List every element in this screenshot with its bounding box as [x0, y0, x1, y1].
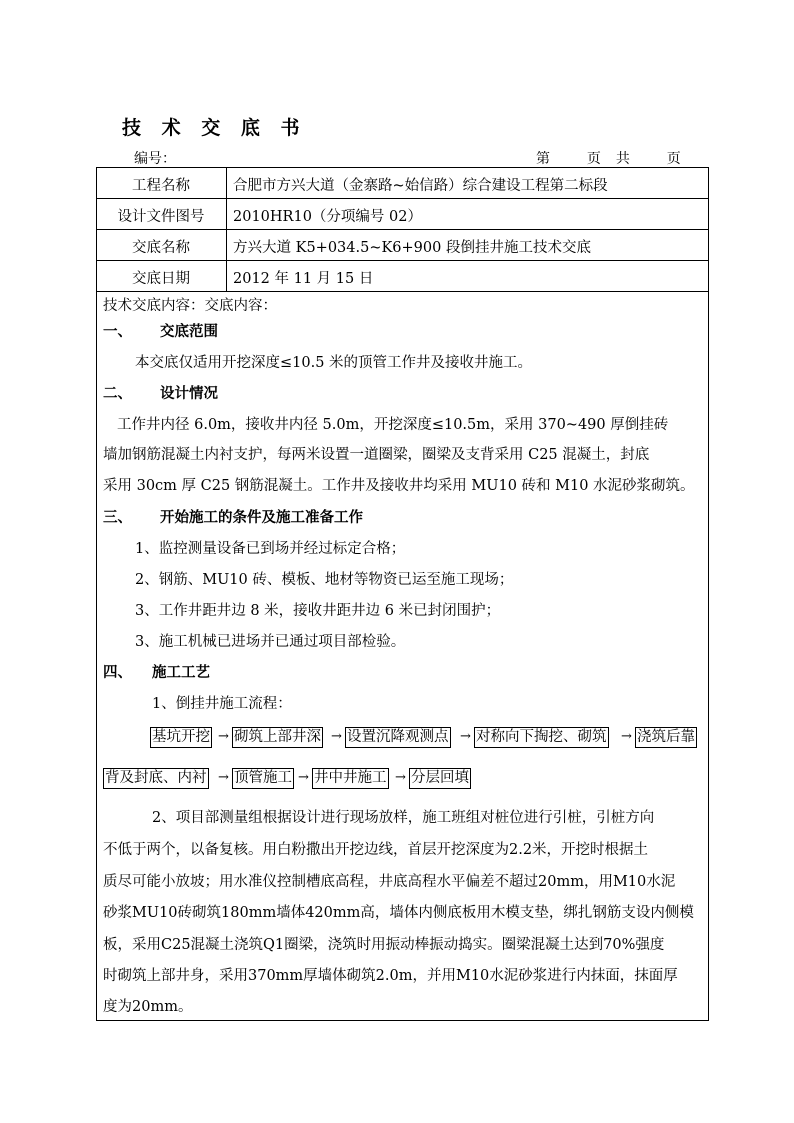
paragraph-2-line: 板，采用C25混凝土浇筑Q1圈梁，浇筑时用振动棒振动捣实。圈梁混凝土达到70%强度 [103, 937, 665, 953]
section-1-title: 交底范围 [160, 323, 218, 340]
section-3-item: 3、工作井距井边 8 米，接收井距井边 6 米已封闭围护； [135, 603, 501, 619]
value-briefing-name: 方兴大道 K5+034.5~K6+900 段倒挂井施工技术交底 [233, 240, 591, 256]
label-project-name: 工程名称 [132, 178, 190, 194]
flow-arrow-icon: → [331, 729, 342, 744]
flow-step: 背及封底、内衬 [103, 768, 209, 789]
flow-step: 设置沉降观测点 [345, 727, 451, 748]
label-design-drawing-no: 设计文件图号 [117, 209, 205, 225]
value-design-drawing-no: 2010HR10（分项编号 02） [233, 209, 422, 225]
serial-number-label: 编号： [134, 151, 176, 167]
flow-arrow-icon: → [460, 729, 471, 744]
content-header: 技术交底内容：交底内容： [103, 298, 277, 314]
flow-step: 浇筑后靠 [635, 727, 697, 748]
document-title: 技 术 交 底 书 [122, 117, 307, 139]
section-2-title: 设计情况 [160, 385, 218, 402]
section-3-item: 1、监控测量设备已到场并经过标定合格； [135, 541, 406, 557]
flow-step: 砌筑上部井深 [232, 727, 323, 748]
section-2-line: 采用 30cm 厚 C25 钢筋混凝土。工作井及接收井均采用 MU10 砖和 M10 水泥砂浆砌筑。 [103, 478, 695, 494]
flow-step: 井中井施工 [312, 768, 389, 789]
flow-arrow-icon: → [298, 770, 309, 785]
table-divider [96, 198, 709, 199]
section-3-item: 2、钢筋、MU10 砖、模板、地材等物资已运至施工现场； [135, 572, 514, 588]
value-briefing-date: 2012 年 11 月 15 日 [233, 271, 374, 287]
value-project-name: 合肥市方兴大道（金寨路~始信路）综合建设工程第二标段 [233, 178, 608, 194]
flow-step: 对称向下掏挖、砌筑 [474, 727, 609, 748]
section-3-number: 三、 [103, 509, 132, 526]
section-4-title: 施工工艺 [152, 664, 210, 681]
flow-step: 基坑开挖 [150, 727, 212, 748]
page-label: 第 [536, 151, 550, 167]
section-1-text: 本交底仅适用开挖深度≤10.5 米的顶管工作井及接收井施工。 [135, 355, 533, 371]
table-divider [96, 291, 709, 292]
flow-arrow-icon: → [218, 729, 229, 744]
table-divider [96, 260, 709, 261]
paragraph-2-line: 2、项目部测量组根据设计进行现场放样，施工班组对桩位进行引桩，引桩方向 [152, 810, 655, 826]
paragraph-2-line: 不低于两个，以备复核。用白粉撒出开挖边线，首层开挖深度为2.2米，开挖时根据土 [103, 842, 649, 858]
label-briefing-name: 交底名称 [132, 240, 190, 256]
section-2-line: 墙加钢筋混凝土内衬支护，每两米设置一道圈梁，圈梁及支背采用 C25 混凝土，封底 [103, 447, 650, 463]
paragraph-2-line: 砂浆MU10砖砌筑180mm墙体420mm高，墙体内侧底板用木模支垫，绑扎钢筋支设内侧模 [103, 905, 694, 921]
table-column-divider [226, 167, 227, 291]
section-3-item: 3、施工机械已进场并已通过项目部检验。 [135, 634, 406, 650]
table-divider [96, 229, 709, 230]
total-unit: 页 [666, 151, 681, 167]
section-3-title: 开始施工的条件及施工准备工作 [160, 509, 363, 526]
section-4-sub1: 1、倒挂井施工流程： [152, 696, 292, 712]
page-info [536, 148, 681, 168]
flow-step: 顶管施工 [232, 768, 294, 789]
section-4-number: 四、 [103, 664, 132, 681]
section-2-line: 工作井内径 6.0m，接收井内径 5.0m，开挖深度≤10.5m，采用 370~490 厚倒挂砖 [117, 417, 669, 433]
total-label: 共 [615, 151, 630, 167]
paragraph-2-line: 质尽可能小放坡；用水准仪控制槽底高程，井底高程水平偏差不超过20mm，用M10水泥 [103, 874, 676, 890]
flow-arrow-icon: → [621, 729, 632, 744]
paragraph-2-line: 时砌筑上部井身，采用370mm厚墙体砌筑2.0m，并用M10水泥砂浆进行内抹面，抹面厚 [103, 968, 678, 984]
section-1-number: 一、 [103, 323, 132, 340]
page-unit: 页 [586, 151, 601, 167]
flow-arrow-icon: → [395, 770, 406, 785]
paragraph-2-line: 度为20mm。 [103, 999, 193, 1015]
flow-arrow-icon: → [218, 770, 229, 785]
section-2-number: 二、 [103, 385, 132, 402]
flow-step: 分层回填 [409, 768, 471, 789]
label-briefing-date: 交底日期 [132, 271, 190, 287]
